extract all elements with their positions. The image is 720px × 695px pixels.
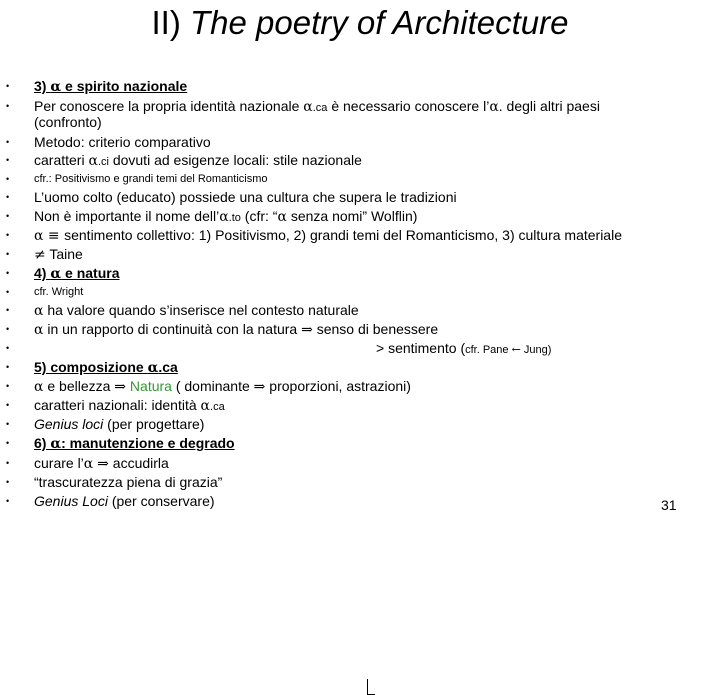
list-item xyxy=(0,264,720,282)
list-item xyxy=(0,358,720,376)
list-text: Genius loci (per progettare) xyxy=(34,416,205,432)
list-text: caratteri α.ci dovuti ad esigenze locali: stile nazionale xyxy=(34,152,362,169)
list-item xyxy=(0,454,720,472)
list-text: curare l’α ⇒ accudirla xyxy=(34,455,169,472)
list-item xyxy=(0,320,720,338)
bullet-icon: • xyxy=(6,137,10,147)
bullet-icon: • xyxy=(6,268,10,278)
section-heading: 3) α e spirito nazionale xyxy=(34,78,188,95)
list-item xyxy=(0,170,720,188)
list-item xyxy=(0,492,720,510)
list-item xyxy=(0,245,720,263)
bullet-icon: • xyxy=(6,343,10,353)
list-item xyxy=(0,396,720,414)
bullet-icon: • xyxy=(6,211,10,221)
list-item xyxy=(0,415,720,433)
bullet-icon: • xyxy=(6,174,10,184)
bullet-icon: • xyxy=(6,101,10,111)
list-text: α e bellezza ⇒ Natura ( dominante ⇒ proporzioni, astrazioni) xyxy=(34,378,411,395)
list-text: Genius Loci (per conservare) xyxy=(34,493,215,509)
list-text: (confronto) xyxy=(34,114,102,130)
list-text: Per conoscere la propria identità nazionale α.ca è necessario conoscere l’α. degli altri paesi xyxy=(34,98,600,115)
list-item xyxy=(0,301,720,319)
list-text: > sentimento (cfr. Pane ← Jung) xyxy=(376,340,552,356)
list-text: α ≡ sentimento collettivo: 1) Positivismo, 2) grandi temi del Romanticismo, 3) cultura materiale xyxy=(34,227,622,244)
page-number: 31 xyxy=(661,497,677,513)
list-text: caratteri nazionali: identità α.ca xyxy=(34,397,225,414)
section-heading: 4) α e natura xyxy=(34,265,120,282)
section-heading: 5) composizione α.ca xyxy=(34,359,178,376)
list-text: cfr.: Positivismo e grandi temi del Romanticismo xyxy=(34,173,268,185)
bullet-icon: • xyxy=(6,496,10,506)
bullet-icon: • xyxy=(6,458,10,468)
list-item xyxy=(0,434,720,452)
title-text: The poetry of Architecture xyxy=(190,4,569,41)
bullet-icon: • xyxy=(6,324,10,334)
list-text: Non è importante il nome dell’α.to (cfr: “α senza nomi” Wolflin) xyxy=(34,208,418,225)
bullet-icon: • xyxy=(6,230,10,240)
list-text: cfr. Wright xyxy=(34,286,84,298)
bullet-icon: • xyxy=(6,305,10,315)
bullet-icon: • xyxy=(6,400,10,410)
bullet-icon: • xyxy=(6,287,10,297)
list-item xyxy=(0,473,720,491)
list-item xyxy=(0,377,720,395)
list-item-continuation xyxy=(0,113,720,131)
list-text: L’uomo colto (educato) possiede una cultura che supera le tradizioni xyxy=(34,189,457,205)
list-item xyxy=(0,151,720,169)
bullet-icon: • xyxy=(6,438,10,448)
corner-bracket-icon xyxy=(367,679,375,695)
list-item xyxy=(0,207,720,225)
section-heading: 6) α: manutenzione e degrado xyxy=(34,435,235,452)
bullet-icon: • xyxy=(6,155,10,165)
list-text: Metodo: criterio comparativo xyxy=(34,134,211,150)
list-text: “trascuratezza piena di grazia” xyxy=(34,474,223,490)
list-text: ≠ Taine xyxy=(34,246,83,263)
bullet-icon: • xyxy=(6,249,10,259)
list-text: α ha valore quando s’inserisce nel contesto naturale xyxy=(34,302,359,319)
list-item xyxy=(0,188,720,206)
bullet-icon: • xyxy=(6,192,10,202)
list-item xyxy=(0,226,720,244)
list-item xyxy=(0,77,720,95)
list-item xyxy=(0,339,720,357)
list-text: α in un rapporto di continuità con la natura ⇒ senso di benessere xyxy=(34,321,439,338)
bullet-icon: • xyxy=(6,81,10,91)
bullet-icon: • xyxy=(6,381,10,391)
list-item xyxy=(0,133,720,151)
title-number: II) xyxy=(151,4,191,41)
bullet-icon: • xyxy=(6,477,10,487)
list-item xyxy=(0,283,720,301)
bullet-icon: • xyxy=(6,419,10,429)
bullet-icon: • xyxy=(6,362,10,372)
